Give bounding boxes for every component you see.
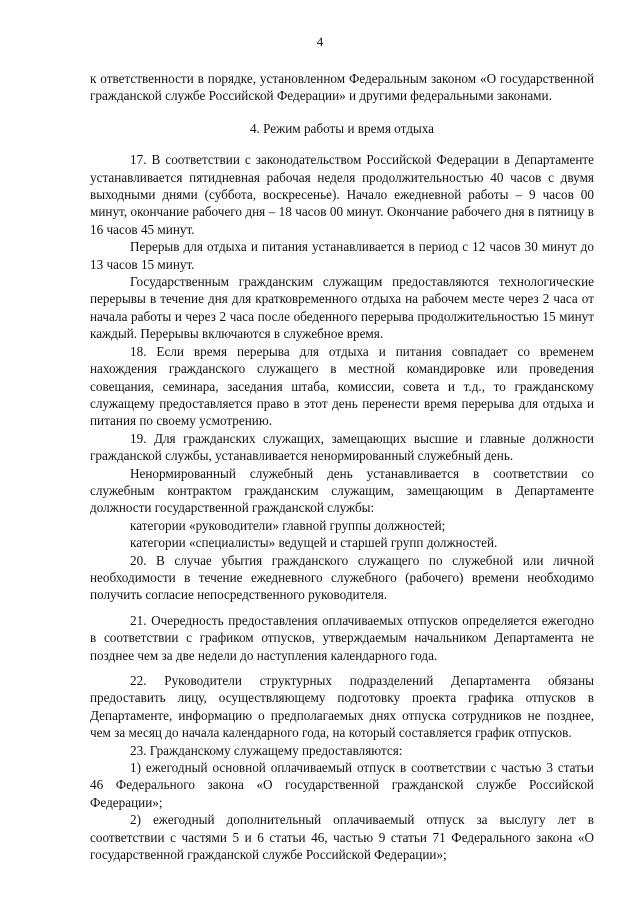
paragraph-23-item-1: 1) ежегодный основной оплачиваемый отпуск в соответствии с частью 3 статьи 46 Федерального закона «О государственной гражданской службе Российской Федерации»;: [90, 760, 594, 810]
paragraph-19-category-2: категории «специалисты» ведущей и старшей групп должностей.: [130, 535, 498, 551]
paragraph-17-tech-breaks: Государственным гражданским служащим предоставляются технологические перерывы в течение дня для кратковременного отдыха на рабочем месте через 2 часа от начала работы и через 2 часа после обеденного перерыва продолжительностью 15 минут каждый. Перерывы включаются в служебное время.: [90, 274, 594, 342]
paragraph-23: 23. Гражданскому служащему предоставляются:: [130, 742, 403, 758]
paragraph-17: 17. В соответствии с законодательством Российской Федерации в Департаменте устанавливается пятидневная рабочая неделя продолжительностью 40 часов с двумя выходными днями (суббота, воскресенье). Начало ежедневной работы – 9 часов 00 минут, окончание рабочего дня – 18 часов 00 минут. Окончание рабочего дня в пятницу в 16 часов 45 минут.: [90, 152, 594, 237]
section-title: 4. Режим работы и время отдыха: [249, 120, 435, 136]
paragraph-17-break: Перерыв для отдыха и питания устанавливается в период с 12 часов 30 минут до 13 часов 15 минут.: [90, 239, 594, 272]
page-number: 4: [316, 34, 324, 49]
paragraph-18: 18. Если время перерыва для отдыха и питания совпадает со временем нахождения гражданского служащего в местной командировке или проведения совещания, семинара, заседания штаба, комиссии, совета и т.д., то гражданскому служащему предоставляется право в этот день перенести время перерыва для отдыха и питания по своему усмотрению.: [90, 343, 594, 429]
paragraph-19-irregular-day: Ненормированный служебный день устанавливается в соответствии со служебным контрактом гражданским служащим, замещающим в Департаменте должности государственной гражданской службы:: [90, 465, 594, 516]
paragraph-19: 19. Для гражданских служащих, замещающих высшие и главные должности гражданской службы, устанавливается ненормированный служебный день.: [90, 430, 594, 464]
paragraph-21: 21. Очередность предоставления оплачиваемых отпусков определяется ежегодно в соответствии с графиком отпусков, утверждаемым начальником Департамента не позднее чем за две недели до наступления календарного года.: [90, 612, 594, 663]
document-body: [90, 70, 594, 863]
paragraph-23-item-2: 2) ежегодный дополнительный оплачиваемый отпуск за выслугу лет в соответствии с частями 5 и 6 статьи 46, частью 9 статьи 71 Федерального закона «О государственной гражданской службе Российской Федерации»;: [90, 812, 594, 863]
paragraph-20: 20. В случае убытия гражданского служащего по служебной или личной необходимости в течение ежедневного служебного (рабочего) времени необходимо получить согласие непосредственного руководителя.: [90, 552, 594, 603]
paragraph-22: 22. Руководители структурных подразделений Департамента обязаны предоставить лицу, осуществляющему подготовку проекта графика отпусков в Департаменте, информацию о предполагаемых днях отпуска сотрудников не позднее, чем за месяц до начала календарного года, на который составляется график отпусков.: [90, 673, 594, 741]
paragraph-19-category-1: категории «руководители» главной группы должностей;: [130, 517, 446, 533]
continuation-paragraph: к ответственности в порядке, установленном Федеральным законом «О государственной гражданской службе Российской Федерации» и другими федеральными законами.: [90, 71, 594, 104]
